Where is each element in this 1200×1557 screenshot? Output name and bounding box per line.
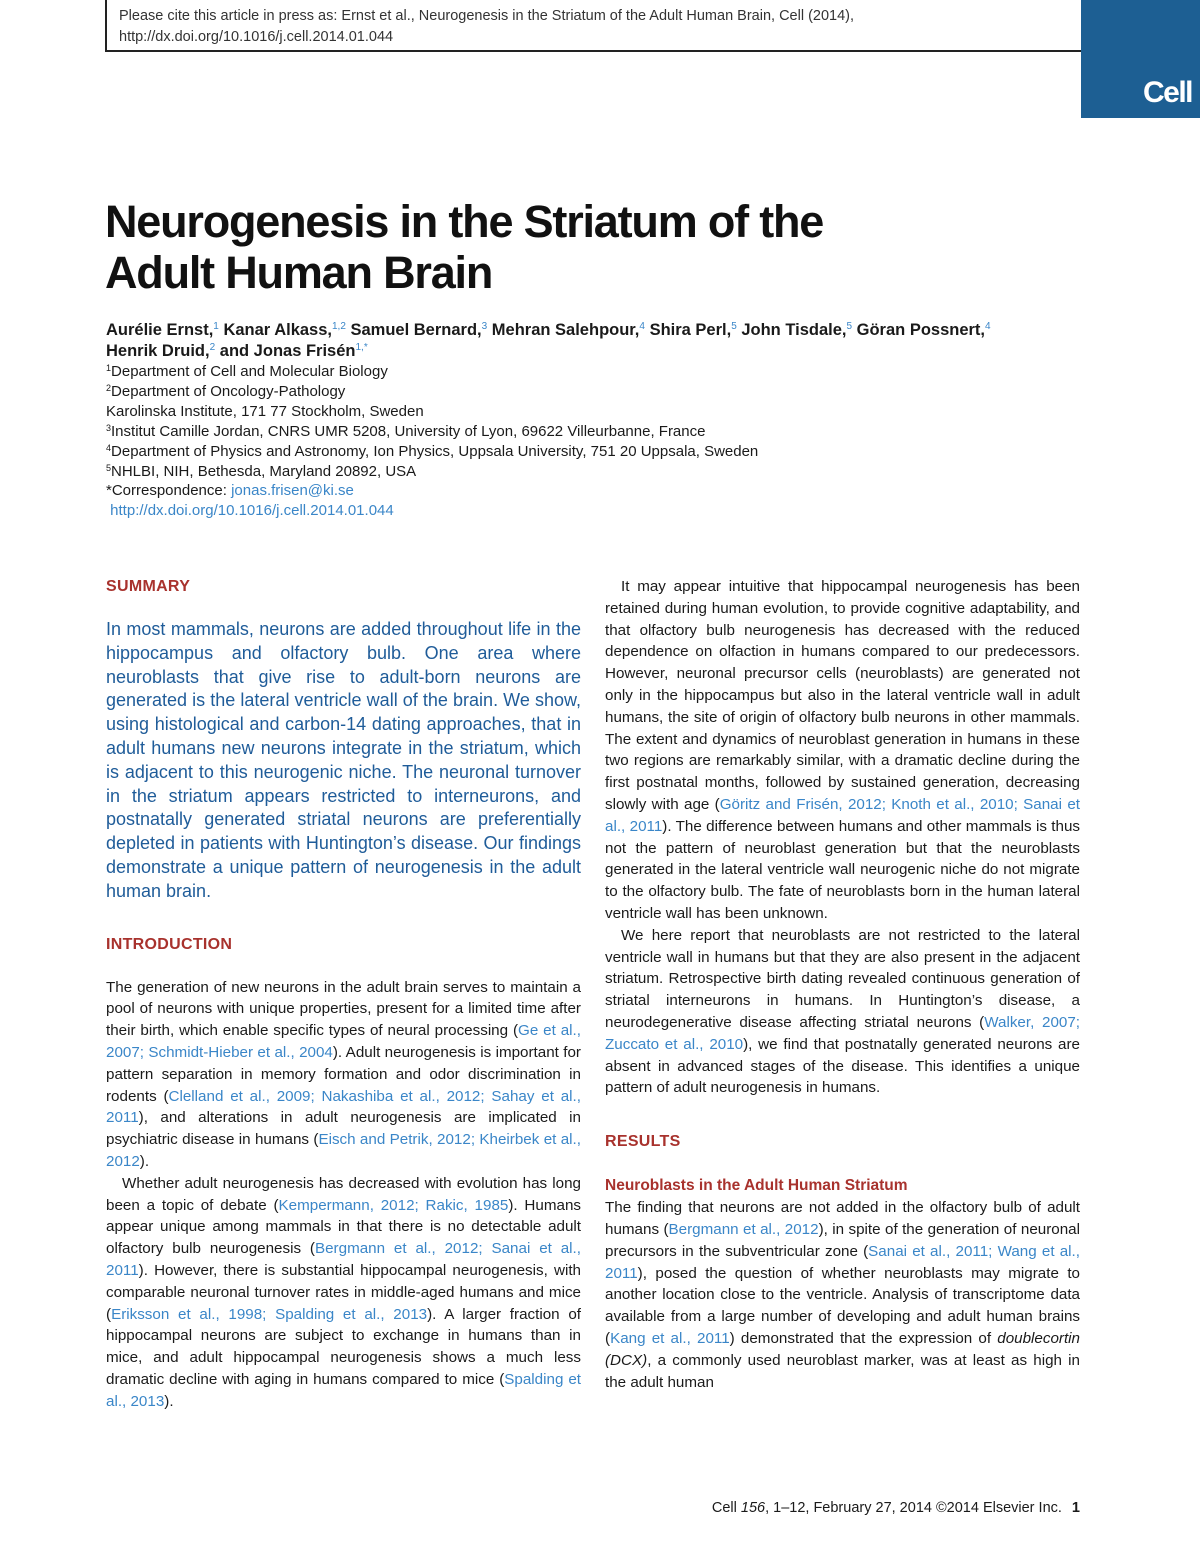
gene-name: doublecortin (DCX): [605, 1329, 1080, 1369]
paragraph-text: ). The difference between humans and other mammals is thus not the pattern of neuroblast generation but that the neuroblasts generated in the lateral ventricle wall neurogenic niche do not migrate to the olfactory bulb. The fate of neuroblasts born in the human lateral ventricle wall has been unknown.: [605, 817, 1080, 922]
intro-paragraph-1: [106, 977, 581, 1173]
summary-text: In most mammals, neurons are added throughout life in the hippocampus and olfactory bulb. One area where neuroblasts that give rise to adult-born neurons are generated is the lateral ventricle wall of the brain. We show, using histological and carbon-14 dating approaches, that in adult humans new neurons integrate in the striatum, which is adjacent to this neurogenic niche. The neuronal turnover in the striatum appears restricted to interneurons, and postnatally generated striatal neurons are preferentially depleted in patients with Huntington’s disease. Our findings demonstrate a unique pattern of neurogenesis in the adult human brain.: [106, 619, 581, 901]
author-affiliation-marker[interactable]: 4: [639, 321, 645, 332]
reference-link[interactable]: Bergmann et al., 2012; Sanai et al., 2011: [106, 1240, 581, 1279]
author-affiliation-marker[interactable]: 5: [731, 321, 737, 332]
affiliations: [106, 362, 1066, 521]
journal-logo-text: Cell: [1142, 76, 1192, 109]
paragraph-text: The generation of new neurons in the adult brain serves to maintain a pool of neurons with unique properties, present for a limited time after their birth, which enable specific types of neural processing (: [106, 978, 581, 1040]
doi-link[interactable]: http://dx.doi.org/10.1016/j.cell.2014.01.044: [110, 502, 394, 520]
footer-journal: Cell: [711, 1500, 741, 1516]
reference-link[interactable]: Kempermann, 2012; Rakic, 1985: [278, 1196, 509, 1214]
author-affiliation-marker[interactable]: 2: [209, 342, 216, 353]
affiliation-line: [106, 462, 1066, 482]
intro-paragraph-4: [605, 925, 1080, 1099]
author-affiliation-marker[interactable]: 4: [985, 321, 991, 332]
affiliation-marker: 1: [106, 363, 112, 373]
author-affiliation-marker[interactable]: 1,*: [355, 342, 368, 353]
footer-pages-date: , 1–12, February 27, 2014 ©2014 Elsevier Inc.: [765, 1500, 1062, 1516]
left-column: [106, 576, 581, 1413]
affiliation-text: Institut Camille Jordan, CNRS UMR 5208, University of Lyon, 69622 Villeurbanne, France: [111, 422, 706, 440]
paragraph-text: The finding that neurons are not added in the olfactory bulb of adult humans (: [605, 1199, 1080, 1238]
reference-link[interactable]: Eisch and Petrik, 2012; Kheirbek et al., 2012: [106, 1131, 581, 1170]
results-paragraph-1: [605, 1197, 1080, 1393]
paragraph-text: Whether adult neurogenesis has decreased with evolution has long been a topic of debate (: [106, 1174, 581, 1214]
paragraph-text: ) demonstrated that the expression of: [729, 1329, 998, 1347]
paragraph-text: ). However, there is substantial hippocampal neurogenesis, with comparable neuronal turnover rates in middle-aged humans and mice (: [106, 1261, 581, 1323]
author-affiliation-marker[interactable]: 5: [846, 321, 853, 332]
results-heading: RESULTS: [605, 1133, 681, 1151]
introduction-heading: INTRODUCTION: [106, 935, 233, 953]
reference-link[interactable]: Walker, 2007; Zuccato et al., 2010: [605, 1013, 1081, 1053]
correspondence-email-link[interactable]: jonas.frisen@ki.se: [231, 482, 354, 500]
affiliation-text: Department of Oncology-Pathology: [111, 382, 346, 400]
paragraph-text: ).: [164, 1392, 174, 1410]
summary-heading: SUMMARY: [106, 578, 191, 595]
author-list: [106, 320, 1066, 362]
intro-paragraph-3: [605, 576, 1080, 925]
results-subheading: Neuroblasts in the Adult Human Striatum: [605, 1177, 908, 1195]
reference-link[interactable]: Kang et al., 2011: [610, 1329, 730, 1347]
affiliation-text: NHLBI, NIH, Bethesda, Maryland 20892, USA: [111, 462, 417, 480]
affiliation-text: Department of Physics and Astronomy, Ion Physics, Uppsala University, 751 20 Uppsala, Sweden: [111, 442, 759, 460]
author-name: Aurélie Ernst,: [106, 321, 214, 339]
intro-paragraph-2: [106, 1173, 581, 1413]
paragraph-text: ). Adult neurogenesis is important for pattern separation in memory formation and odor discrimination in rodents (: [106, 1043, 581, 1105]
paragraph-text: ).: [139, 1152, 150, 1170]
affiliation-text: Department of Cell and Molecular Biology: [111, 363, 388, 380]
reference-link[interactable]: Eriksson et al., 1998; Spalding et al., 2013: [111, 1305, 428, 1323]
citation-notice: [105, 0, 1094, 52]
reference-link[interactable]: Sanai et al., 2011; Wang et al., 2011: [605, 1242, 1080, 1282]
affiliation-marker: 2: [106, 382, 112, 393]
reference-link[interactable]: Clelland et al., 2009; Nakashiba et al., 2012; Sahay et al., 2011: [106, 1087, 581, 1127]
author-name: Henrik Druid,: [106, 342, 210, 360]
correspondence-label: *Correspondence:: [106, 482, 232, 500]
affiliation-text: Karolinska Institute, 171 77 Stockholm, Sweden: [106, 402, 424, 420]
author-name: Mehran Salehpour,: [491, 321, 640, 339]
author-name: Shira Perl,: [649, 321, 732, 339]
author-name: Samuel Bernard,: [350, 321, 482, 339]
affiliation-marker: 4: [106, 442, 112, 453]
author-name: John Tisdale,: [741, 321, 847, 339]
reference-link[interactable]: Spalding et al., 2013: [106, 1370, 582, 1410]
paragraph-text: ), in spite of the generation of neuronal precursors in the subventricular zone (: [605, 1220, 1080, 1260]
correspondence-line: [106, 481, 1066, 501]
affiliation-line: [106, 402, 1066, 422]
paragraph-text: We here report that neuroblasts are not restricted to the lateral ventricle wall in humans but that they are also present in the adjacent striatum. Retrospective birth dating revealed continuous generation of striatal interneurons in humans. In Huntington’s disease, a neurodegenerative disease affecting striatal neurons (: [605, 926, 1080, 1031]
reference-link[interactable]: Bergmann et al., 2012: [668, 1220, 819, 1238]
journal-logo: [1081, 0, 1200, 118]
author-affiliation-marker[interactable]: 1,2: [331, 321, 346, 332]
author-affiliation-marker[interactable]: 3: [481, 321, 488, 332]
affiliation-marker: 5: [106, 462, 112, 473]
paragraph-text: ), and alterations in adult neurogenesis are implicated in psychiatric disease in humans (: [106, 1109, 581, 1149]
author-name: and Jonas Frisén: [219, 342, 356, 360]
article-title: Neurogenesis in the Striatum of the Adult Human Brain: [105, 196, 824, 298]
page-footer: [712, 1500, 1080, 1516]
page-number: 1: [1071, 1500, 1080, 1516]
paragraph-text: ). Humans appear unique among mammals in that there is no detectable adult olfactory bulb neurogenesis (: [106, 1196, 581, 1258]
affiliation-line: [106, 362, 1066, 382]
paragraph-text: , a commonly used neuroblast marker, was at least as high in the adult human: [605, 1351, 1080, 1391]
reference-link[interactable]: Ge et al., 2007; Schmidt-Hieber et al., 2004: [106, 1022, 581, 1061]
author-name: Göran Possnert,: [856, 321, 986, 339]
author-name: Kanar Alkass,: [223, 321, 332, 339]
paragraph-text: It may appear intuitive that hippocampal neurogenesis has been retained during human evolution, to provide cognitive adaptability, and that olfactory bulb neurogenesis has decreased with the reduced dependence on olfaction in humans compared to our predecessors. However, neuronal precursor cells (neuroblasts) are generated not only in the hippocampus but also in the lateral ventricle wall in adult humans, the site of origin of olfactory bulb neurons in other mammals. The extent and dynamics of neuroblast generation in humans in these two regions are remarkably similar, with a dramatic decline during the first postnatal months, followed by sustained generation, decreasing slowly with age (: [605, 578, 1080, 813]
footer-volume: 156: [740, 1500, 766, 1516]
right-column: [605, 576, 1080, 1393]
affiliation-line: [106, 442, 1066, 462]
paragraph-text: ), posed the question of whether neuroblasts may migrate to another location close to the ventricle. Analysis of transcriptome data available from a large number of developing and adult human brains (: [605, 1264, 1080, 1347]
paragraph-text: ). A larger fraction of hippocampal neurons are subject to exchange in humans than in mice, and adult hippocampal neurogenesis shows a much less dramatic decline with aging in humans compared to mice (: [106, 1305, 581, 1388]
affiliation-line: [106, 382, 1066, 402]
citation-notice-text: Please cite this article in press as: Ernst et al., Neurogenesis in the Striatum of the Adult Human Brain, Cell (2014), http://dx.doi.org/10.1016/j.cell.2014.01.044: [119, 8, 855, 45]
author-affiliation-marker[interactable]: 1: [213, 321, 219, 332]
affiliation-marker: 3: [106, 422, 112, 433]
reference-link[interactable]: Göritz and Frisén, 2012; Knoth et al., 2010; Sanai et al., 2011: [605, 795, 1080, 835]
paragraph-text: ), we find that postnatally generated neurons are absent in advanced stages of the disease. This identifies a unique pattern of adult neurogenesis in humans.: [605, 1035, 1080, 1097]
affiliation-line: [106, 422, 1066, 442]
